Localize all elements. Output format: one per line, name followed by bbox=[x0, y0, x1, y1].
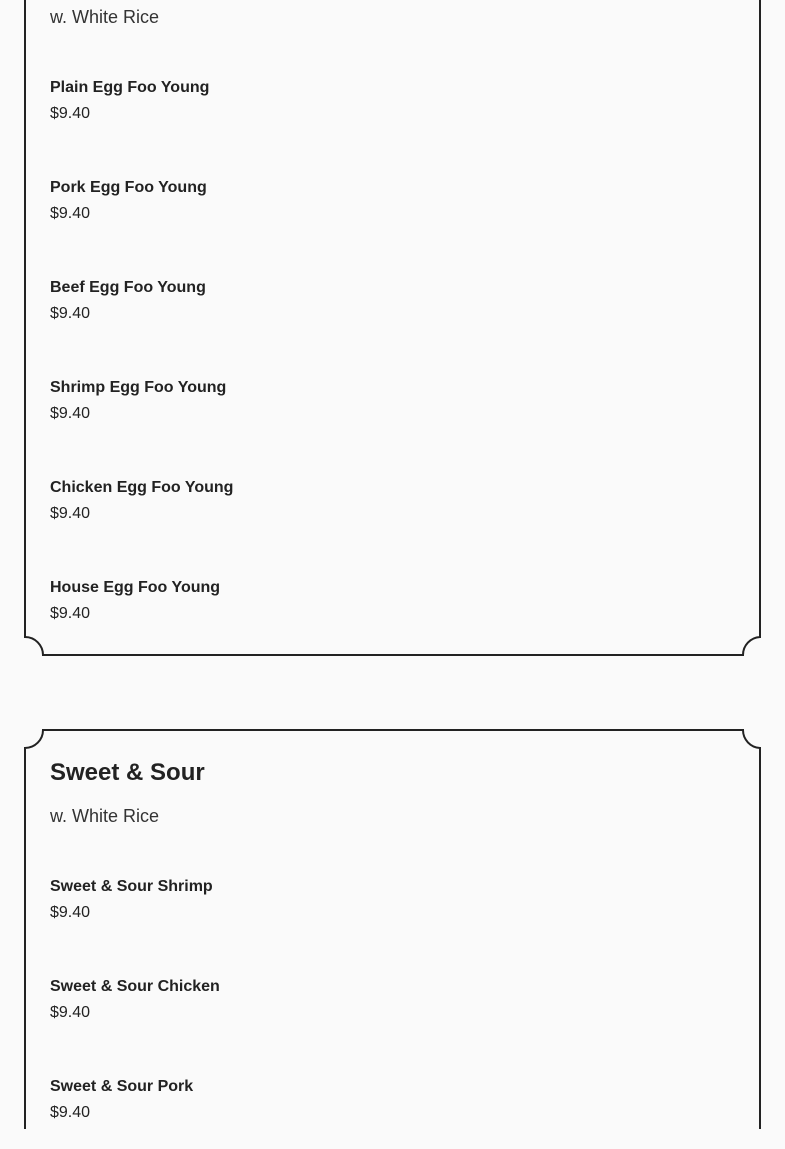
menu-item[interactable] bbox=[50, 478, 233, 524]
menu-item-name: House Egg Foo Young bbox=[50, 579, 221, 596]
menu-item-name: Sweet & Sour Pork bbox=[50, 1078, 194, 1095]
menu-item[interactable] bbox=[50, 178, 207, 224]
menu-item[interactable] bbox=[50, 578, 220, 624]
menu-item-price: $9.40 bbox=[50, 205, 91, 222]
menu-item[interactable] bbox=[50, 877, 213, 923]
menu-item[interactable] bbox=[50, 378, 226, 424]
card-border bbox=[24, 729, 761, 1129]
menu-section-card-sweet-sour bbox=[24, 729, 761, 1149]
section-subtitle: w. White Rice bbox=[50, 806, 160, 826]
menu-item-name: Sweet & Sour Shrimp bbox=[50, 878, 213, 895]
menu-item-price: $9.40 bbox=[50, 1104, 91, 1121]
menu-item-name: Beef Egg Foo Young bbox=[50, 279, 206, 296]
menu-item[interactable] bbox=[50, 977, 220, 1023]
menu-item[interactable] bbox=[50, 278, 206, 324]
menu-item[interactable] bbox=[50, 78, 209, 124]
menu-item-name: Shrimp Egg Foo Young bbox=[50, 379, 227, 396]
section-title: Sweet & Sour bbox=[50, 759, 205, 786]
menu-item-price: $9.40 bbox=[50, 305, 91, 322]
menu-item-name: Pork Egg Foo Young bbox=[50, 179, 207, 196]
menu-item-name: Sweet & Sour Chicken bbox=[50, 978, 220, 995]
section-subtitle: w. White Rice bbox=[50, 7, 160, 27]
menu-item-price: $9.40 bbox=[50, 405, 91, 422]
menu-item-price: $9.40 bbox=[50, 904, 91, 921]
menu-item-price: $9.40 bbox=[50, 1004, 91, 1021]
menu-item-name: Plain Egg Foo Young bbox=[50, 79, 210, 96]
menu-item-name: Chicken Egg Foo Young bbox=[50, 479, 234, 496]
menu-section-card-egg-foo-young bbox=[24, 0, 761, 665]
menu-item-price: $9.40 bbox=[50, 605, 91, 622]
menu-item-price: $9.40 bbox=[50, 505, 91, 522]
menu-item-price: $9.40 bbox=[50, 105, 91, 122]
menu-item[interactable] bbox=[50, 1077, 193, 1123]
